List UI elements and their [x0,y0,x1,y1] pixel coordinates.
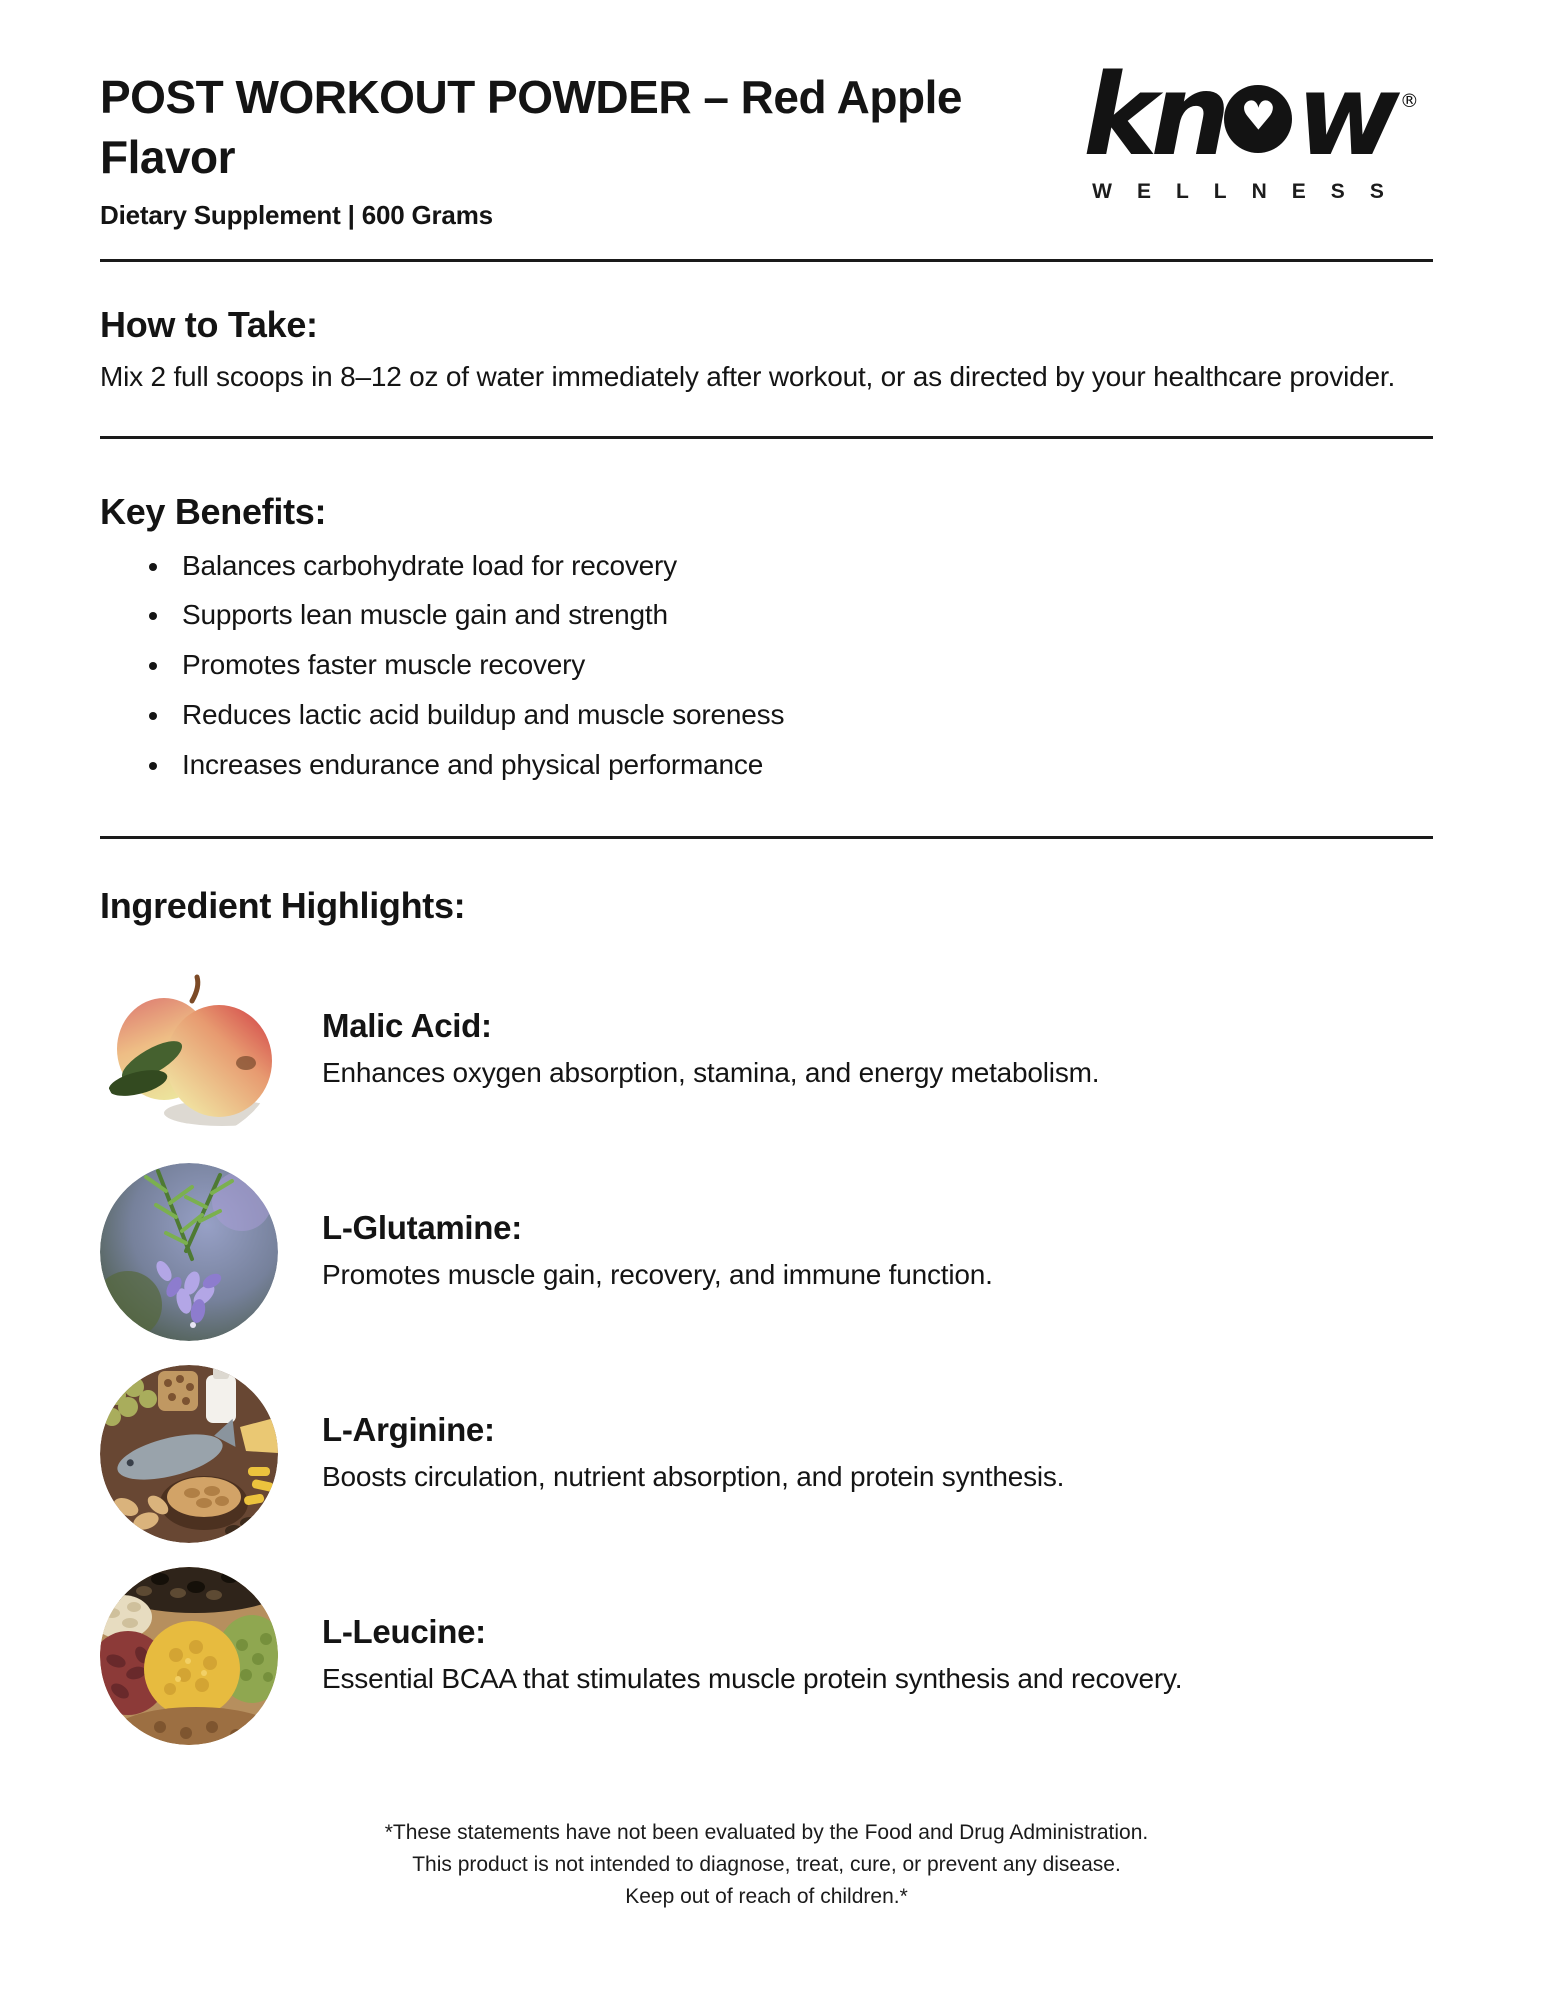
ingredient-name: L-Arginine: [322,1411,495,1449]
ingredient-row [100,1163,1433,1341]
disclaimer-line: Keep out of reach of children.* [625,1885,908,1909]
disclaimer-line: *These statements have not been evaluated by the Food and Drug Administration. [384,1820,1149,1844]
divider [100,436,1433,439]
ingredient-row [100,1365,1433,1543]
divider [100,259,1433,262]
benefit-item: • Reduces lactic acid buildup and muscle soreness [172,696,1433,734]
benefit-item: • Balances carbohydrate load for recovery [172,547,1433,585]
legumes-photo [100,1567,278,1745]
key-benefits-heading: Key Benefits: [100,490,327,532]
ingredient-text [322,1613,1182,1698]
apples-photo [100,961,278,1139]
logo-text-w: w [1296,51,1393,181]
footer-disclaimer [100,1819,1433,1911]
how-to-take-heading: How to Take: [100,303,318,345]
benefits-list [100,547,1433,784]
heart-o-icon [1224,85,1292,153]
brand-logo [1043,51,1433,204]
ingredient-text [322,1007,1099,1092]
header [100,51,1433,231]
title-block [100,56,1030,231]
benefit-item: • Supports lean muscle gain and strength [172,596,1433,634]
ingredient-row [100,1567,1433,1745]
how-to-take-section [100,304,1433,396]
divider [100,836,1433,839]
benefit-item: • Promotes faster muscle recovery [172,646,1433,684]
apples-photo-image [100,961,278,1139]
ingredient-description: Boosts circulation, nutrient absorption, and protein synthesis. [322,1461,1065,1493]
ingredient-description: Enhances oxygen absorption, stamina, and energy metabolism. [322,1057,1100,1089]
ingredient-name: L-Glutamine: [322,1209,522,1247]
ingredient-text [322,1411,1064,1496]
ingredient-description: Essential BCAA that stimulates muscle protein synthesis and recovery. [322,1663,1183,1695]
benefit-item: • Increases endurance and physical performance [172,746,1433,784]
heart-icon: ♥ [1240,93,1277,140]
product-subtitle: Dietary Supplement | 600 Grams [100,199,493,230]
ingredient-description: Promotes muscle gain, recovery, and immune function. [322,1259,993,1291]
how-to-take-body: Mix 2 full scoops in 8–12 oz of water immediately after workout, or as directed by your healthcare provider. [100,360,1396,392]
rosemary-flowers-photo-image [100,1163,278,1341]
protein-foods-photo [100,1365,278,1543]
legumes-photo-image [100,1567,278,1745]
ingredient-name: L-Leucine: [322,1613,486,1651]
protein-foods-photo-image [100,1365,278,1543]
ingredient-list [100,961,1433,1745]
registered-trademark-icon: ® [1399,90,1419,112]
rosemary-flowers-photo [100,1163,278,1341]
logo-tagline: WELLNESS [1092,179,1409,203]
ingredient-highlights-section [100,885,1433,1745]
key-benefits-section [100,491,1433,784]
disclaimer-line: This product is not intended to diagnose, treat, cure, or prevent any disease. [412,1852,1121,1876]
ingredient-row [100,961,1433,1139]
product-title: POST WORKOUT POWDER – Red Apple Flavor [100,71,962,183]
logo-text-kn: kn [1083,51,1224,181]
ingredient-highlights-heading: Ingredient Highlights: [100,884,466,926]
ingredient-name: Malic Acid: [322,1007,492,1045]
ingredient-text [322,1209,993,1294]
know-logo [1083,51,1419,181]
